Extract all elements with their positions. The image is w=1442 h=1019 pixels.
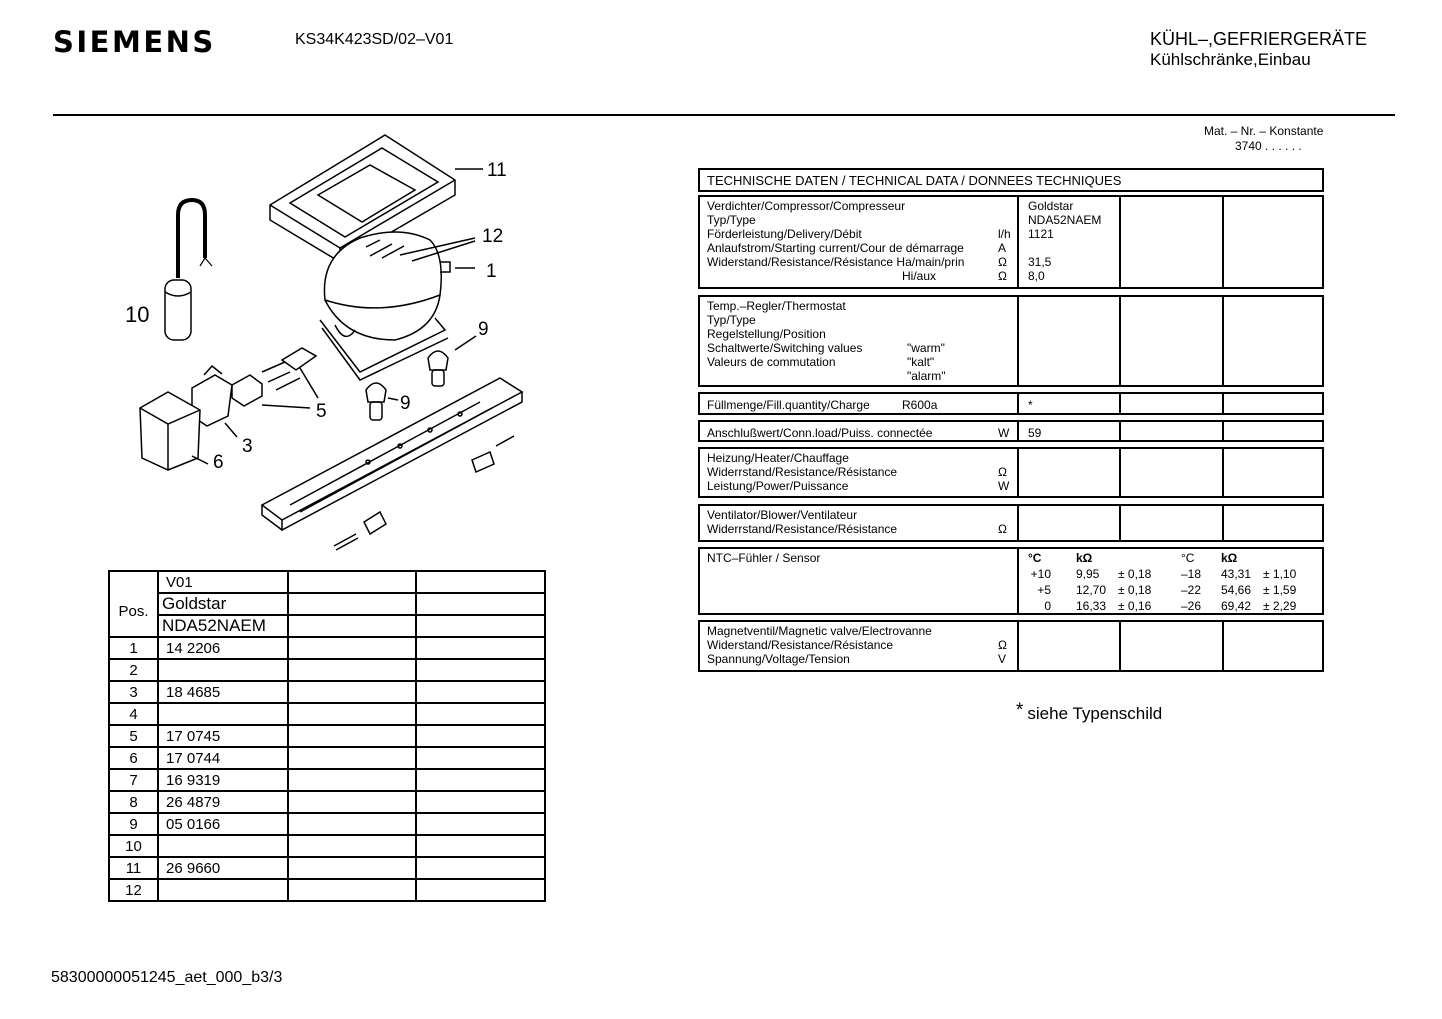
callout-9a: 9 [478, 319, 489, 340]
callout-line-5a [300, 368, 318, 398]
table-row [109, 725, 545, 747]
part-number-cell [158, 703, 288, 725]
tech-table-title: TECHNISCHE DATEN / TECHNICAL DATA / DONNEES TECHNIQUES [698, 168, 1324, 192]
callout-line-9b [388, 398, 398, 400]
exploded-parts-diagram [100, 125, 570, 565]
pos-cell: 5 [109, 725, 158, 747]
mounting-rail-part [262, 378, 522, 530]
table-row [109, 703, 545, 725]
thermostat-section: Temp.–Regler/Thermostat Typ/Type Regelstellung/Position Schaltwerte/Switching values "warm" Valeurs de commutation "kalt" "alarm" [698, 295, 1324, 387]
table-row [109, 681, 545, 703]
pos-cell: 11 [109, 857, 158, 879]
ntc-values: °C kΩ °C kΩ +10 9,95 ± 0,18 –18 43,31 ± 1,10 +5 12,70 ± 0,18 –22 54,66 ± 1,59 0 16,33 ± 0,16 –26 69,42 ± 2,29 [1021, 551, 1324, 615]
ntc-row: +10 9,95 ± 0,18 –18 43,31 ± 1,10 [1030, 567, 1297, 581]
callout-1: 1 [486, 261, 497, 282]
table-row [109, 813, 545, 835]
pos-cell: 9 [109, 813, 158, 835]
type-cell: NDA52NAEM [158, 615, 288, 637]
mat-value: 3740 . . . . . . [1235, 139, 1302, 153]
callout-9b: 9 [400, 393, 411, 414]
sleeve-part [472, 452, 494, 472]
table-row [109, 747, 545, 769]
callout-line-3 [225, 423, 237, 437]
manufacturer-cell: Goldstar [158, 593, 288, 615]
category-title: KÜHL–,GEFRIERGERÄTE [1150, 29, 1368, 49]
fill-quantity-section: Füllmenge/Fill.quantity/Charge R600a * [698, 392, 1324, 415]
table-row [109, 791, 545, 813]
part-number-cell [158, 835, 288, 857]
pos-cell: 10 [109, 835, 158, 857]
pos-header: Pos. [109, 571, 158, 637]
pos-cell: 2 [109, 659, 158, 681]
model-number: KS34K423SD/02–V01 [295, 31, 454, 48]
table-row [109, 769, 545, 791]
pos-cell: 4 [109, 703, 158, 725]
mat-label: Mat. – Nr. – Konstante [1204, 124, 1324, 138]
compressor-values: Goldstar NDA52NAEM 1121 31,5 8,0 [1021, 197, 1121, 287]
callout-10: 10 [125, 302, 150, 327]
capacitor-part [165, 200, 212, 340]
callout-12: 12 [482, 226, 504, 247]
blower-section: Ventilator/Blower/Ventilateur Widerrstand/Resistance/Résistance Ω [698, 504, 1324, 542]
part-number-cell: 16 9319 [158, 769, 288, 791]
magnetic-valve-section: Magnetventil/Magnetic valve/Electrovanne Widerstand/Resistance/Résistance Ω Spannung/Voltage/Tension V [698, 620, 1324, 672]
relay-cover-part [140, 392, 200, 470]
connection-load-section: Anschlußwert/Conn.load/Puiss. connectée W 59 [698, 420, 1324, 442]
part-number-cell: 18 4685 [158, 681, 288, 703]
pin-part-2 [496, 436, 514, 446]
header-divider [53, 114, 1395, 116]
table-row [109, 857, 545, 879]
table-row [109, 835, 545, 857]
part-number-cell [158, 659, 288, 681]
table-row [109, 659, 545, 681]
sleeve-part-2 [364, 512, 386, 534]
part-number-cell: 17 0745 [158, 725, 288, 747]
pos-cell: 8 [109, 791, 158, 813]
table-row [109, 879, 545, 901]
callout-line-9a [455, 336, 476, 350]
part-number-cell: 05 0166 [158, 813, 288, 835]
pin-part [334, 534, 358, 550]
part-number-cell [158, 879, 288, 901]
callout-3: 3 [242, 436, 253, 457]
table-row [109, 637, 545, 659]
pos-cell: 1 [109, 637, 158, 659]
clip-part [232, 348, 316, 406]
callout-line-5b [262, 405, 310, 408]
parts-table [108, 570, 546, 902]
part-number-cell: 14 2206 [158, 637, 288, 659]
part-number-cell: 17 0744 [158, 747, 288, 769]
callout-11: 11 [487, 160, 507, 181]
heater-section: Heizung/Heater/Chauffage Widerrstand/Resistance/Résistance Ω Leistung/Power/Puissance W [698, 447, 1324, 498]
pos-cell: 6 [109, 747, 158, 769]
document-id: 58300000051245_aet_000_b3/3 [51, 969, 283, 986]
compressor-section: Verdichter/Compressor/Compresseur Typ/Type Förderleistung/Delivery/Débit l/h Anlaufstrom/Starting current/Cour de démarrage A Widerstand/Resistance/Résistance Ha/main/prin Ω Hi/aux Ω Goldstar NDA52NAEM 1121 31,5 8,0 [698, 195, 1324, 289]
ntc-row: 0 16,33 ± 0,16 –26 69,42 ± 2,29 [1044, 599, 1297, 613]
part-number-cell: 26 9660 [158, 857, 288, 879]
ntc-row: +5 12,70 ± 0,18 –22 54,66 ± 1,59 [1037, 583, 1297, 597]
ntc-sensor-section: NTC–Fühler / Sensor °C kΩ °C kΩ +10 9,95 ± 0,18 –18 43,31 ± 1,10 +5 12,70 ± 0,18 –22 54,66 ± 1,59 0 16,33 ± 0,16 –26 69,42 ± 2,29 [698, 547, 1324, 615]
pos-cell: 3 [109, 681, 158, 703]
pos-cell: 7 [109, 769, 158, 791]
category-subtitle: Kühlschränke,Einbau [1150, 50, 1311, 69]
part-number-cell: 26 4879 [158, 791, 288, 813]
callout-5: 5 [316, 401, 327, 422]
callout-6: 6 [213, 452, 224, 473]
siemens-logo: SIEMENS [53, 25, 216, 59]
version-cell: V01 [158, 571, 288, 593]
pos-cell: 12 [109, 879, 158, 901]
footnote: * siehe Typenschild [1016, 700, 1163, 723]
